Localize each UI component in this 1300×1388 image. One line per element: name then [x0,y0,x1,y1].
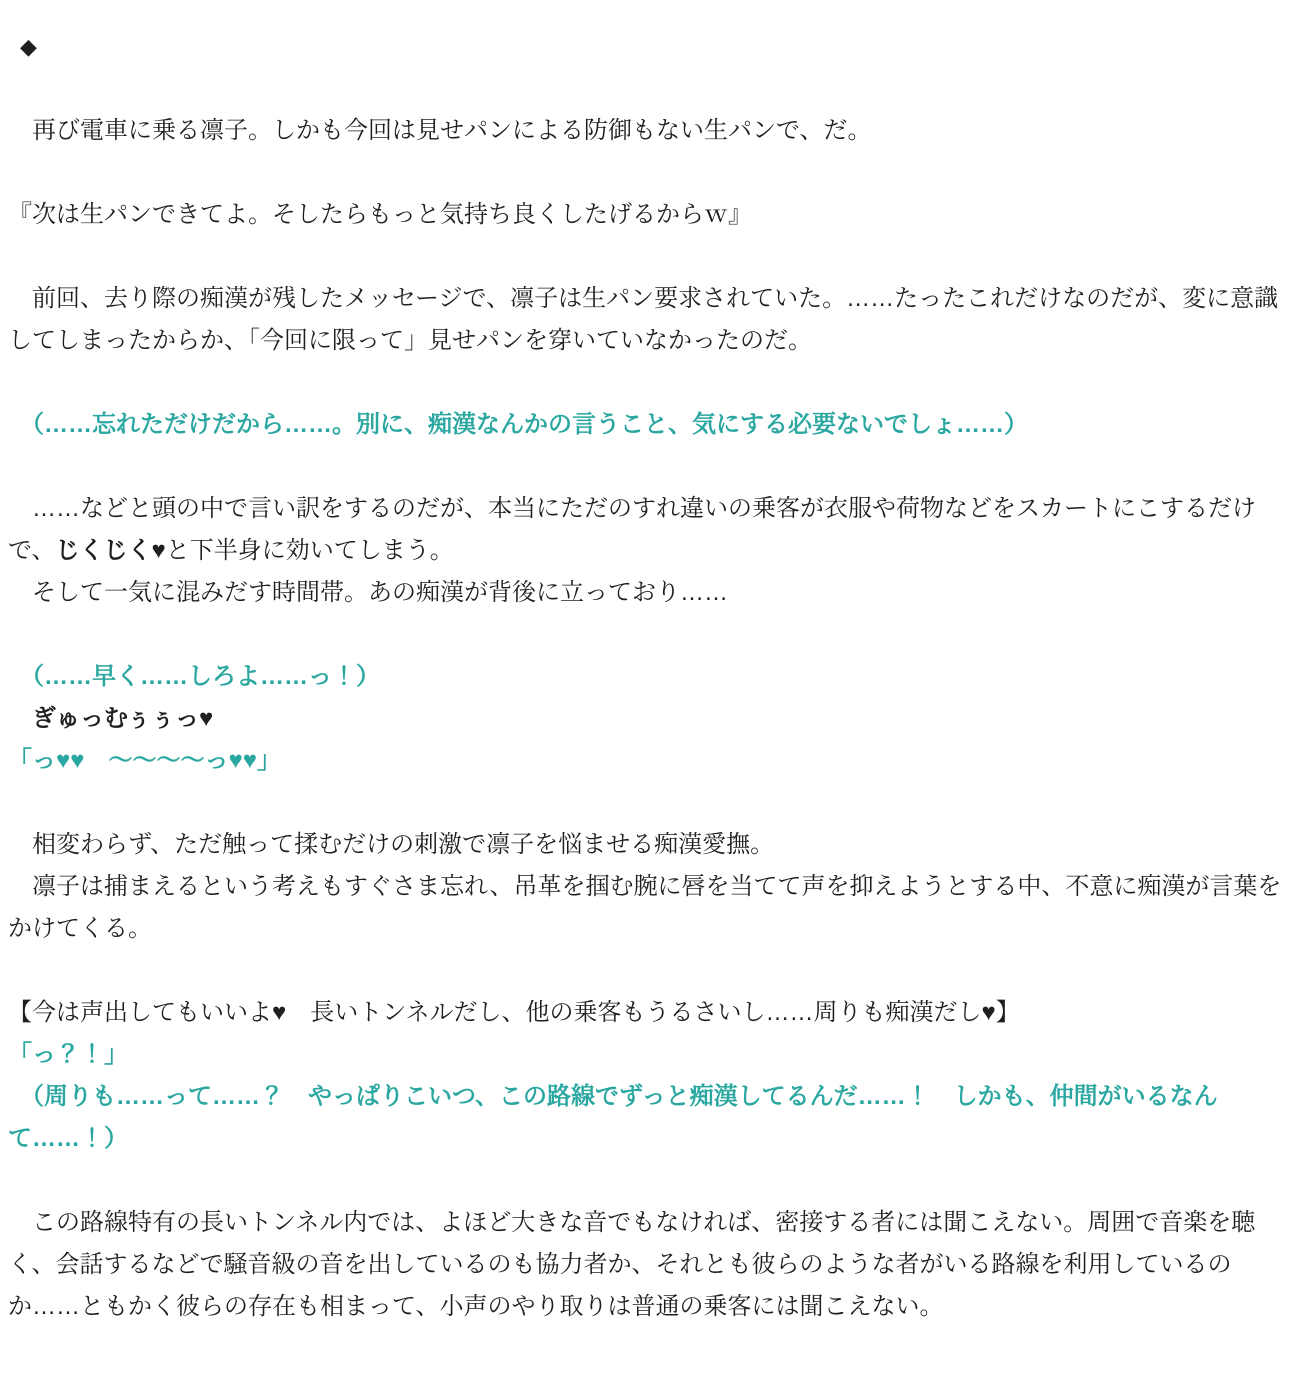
narration-paragraph [8,110,1284,152]
narration-paragraph [8,278,1284,362]
text-segment-normal: 凛子は捕まえるという考えもすぐさま忘れ、吊革を掴む腕に唇を当てて声を抑えようとする中、不意に痴漢が言葉をかけてくる。 [8,873,1282,942]
text-segment-normal: 相変わらず、ただ触って揉むだけの刺激で凛子を悩ませる痴漢愛撫。 [32,831,775,858]
narration-paragraph [8,572,1284,614]
text-segment-bold: じくじく♥ [55,537,166,564]
chikan-whisper-line [8,992,1284,1034]
section-divider-diamond [8,26,1284,68]
text-segment-bold: ぎゅっむぅぅっ♥ [32,705,214,732]
rinko-voice-line [8,740,1284,782]
text-segment-normal: この路線特有の長いトンネル内では、よほど大きな音でもなければ、密接する者には聞こえない。周囲で音楽を聴く、会話するなどで騒音級の音を出しているのも協力者か、それとも彼らのような者がいる路線を利用しているのか……ともかく彼らの存在も相まって、小声のやり取りは普通の乗客には聞こえない。 [8,1209,1256,1320]
text-segment-normal: ……などと頭の中で言い訳をするのだが、本当にただのすれ違いの乗客が衣服や荷物などをスカートにこするだけで、 [8,495,1256,564]
text-segment-normal: 再び電車に乗る凛子。しかも今回は見せパンによる防御もない生パンで、だ。 [32,117,872,144]
chikan-message-line [8,194,1284,236]
sfx-line [8,698,1284,740]
text-segment-teal-bold: （周りも……って……？ やっぱりこいつ、この路線でずっと痴漢してるんだ……！ しかも、仲間がいるなんて……！） [8,1083,1218,1152]
text-segment-teal-bold: 「っ♥♥ ～～～～っ♥♥」 [8,747,281,774]
rinko-inner-thought [8,1076,1284,1160]
rinko-inner-thought [8,404,1284,446]
narration-paragraph [8,488,1284,572]
text-segment-normal: 【今は声出してもいいよ♥ 長いトンネルだし、他の乗客もうるさいし……周りも痴漢だし♥】 [8,999,1020,1026]
text-segment-teal-bold: （……忘れただけだから……。別に、痴漢なんかの言うこと、気にする必要ないでしょ……） [20,411,1028,438]
text-segment-normal: そして一気に混みだす時間帯。あの痴漢が背後に立っており…… [32,579,728,606]
text-segment-diamond: ◆ [20,34,37,59]
narration-paragraph [8,824,1284,866]
text-segment-normal: と下半身に効いてしまう。 [165,537,454,564]
text-segment-teal-bold: 「っ？！」 [8,1041,128,1068]
text-segment-teal-bold: （……早く……しろよ……っ！） [20,663,380,690]
narration-paragraph [8,1202,1284,1328]
text-segment-normal: 前回、去り際の痴漢が残したメッセージで、凛子は生パン要求されていた。……たったこれだけなのだが、変に意識してしまったからか、「今回に限って」見せパンを穿いていなかったのだ。 [8,285,1279,354]
narration-paragraph [8,866,1284,950]
rinko-inner-thought [8,656,1284,698]
text-segment-normal: 『次は生パンできてよ。そしたらもっと気持ち良くしたげるからｗ』 [8,201,752,228]
story-content [8,26,1284,1328]
rinko-voice-line [8,1034,1284,1076]
